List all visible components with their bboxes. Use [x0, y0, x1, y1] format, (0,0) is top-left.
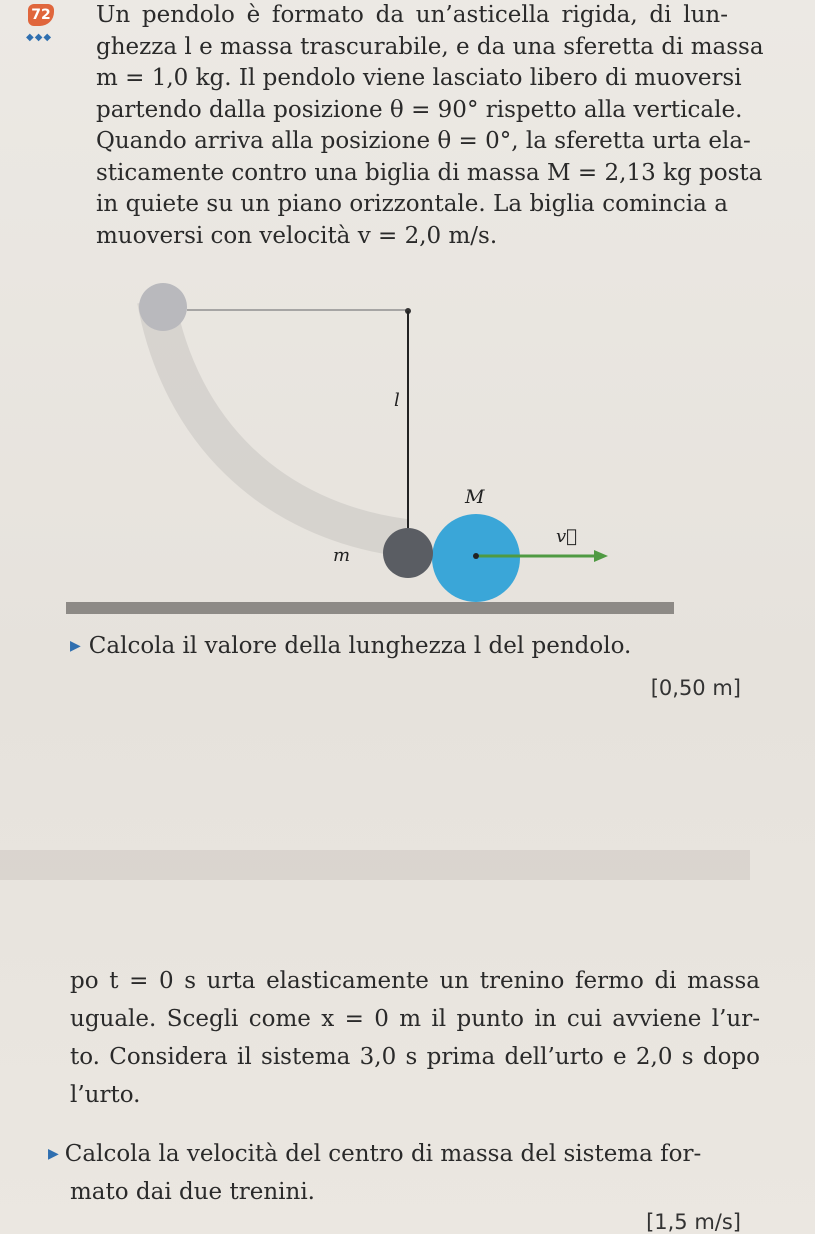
task-1 — [70, 630, 631, 662]
swing-arc — [156, 300, 405, 538]
velocity-label: v⃗ — [556, 526, 577, 547]
problem-text — [96, 0, 764, 252]
difficulty-diamonds-icon: ◆◆◆ — [26, 32, 53, 43]
problem-number-badge: 72 — [28, 4, 54, 26]
problem-line: in quiete su un piano orizzontale. La biglia comincia a — [96, 191, 728, 217]
problem-2-line: po t = 0 s urta elasticamente un trenino fermo di massa — [70, 968, 760, 994]
problem-2-line: to. Considera il sistema 3,0 s prima dell’urto e 2,0 s dopo — [70, 1044, 760, 1070]
task-2-text-line2: mato dai due trenini. — [70, 1179, 315, 1205]
pendulum-diagram — [60, 280, 680, 620]
bullet-triangle-icon: ▶ — [48, 1146, 59, 1162]
problem-line: partendo dalla posizione θ = 90° rispetto alla verticale. — [96, 96, 743, 123]
task-2 — [48, 1135, 768, 1211]
problem-line: sticamente contro una biglia di massa M = 2,13 kg posta — [96, 159, 763, 186]
problem-2-text — [70, 962, 760, 1114]
problem-line: muoversi con velocità v = 2,0 m/s. — [96, 222, 498, 249]
shadow-band — [0, 850, 750, 880]
task-2-text-line1: Calcola la velocità del centro di massa del sistema for- — [64, 1141, 702, 1167]
velocity-arrowhead — [594, 550, 608, 562]
small-ball — [383, 528, 433, 578]
problem-line: m = 1,0 kg. Il pendolo viene lasciato libero di muoversi — [96, 65, 742, 91]
ground-plane — [66, 602, 674, 614]
problem-line: Un pendolo è formato da un’asticella rigida, di lun- — [96, 2, 728, 28]
mass-M-label: M — [465, 486, 485, 508]
length-label: l — [394, 390, 400, 411]
problem-line: ghezza l e massa trascurabile, e da una sferetta di massa — [96, 33, 764, 60]
problem-2-line: uguale. Scegli come x = 0 m il punto in cui avviene l’ur- — [70, 1006, 760, 1032]
task-1-text: Calcola il valore della lunghezza l del pendolo. — [88, 633, 632, 659]
big-ball-center — [473, 553, 479, 559]
ghost-ball-start — [139, 283, 187, 331]
task-2-answer: [1,5 m/s] — [646, 1210, 741, 1234]
bullet-triangle-icon: ▶ — [70, 638, 81, 654]
task-1-answer: [0,50 m] — [650, 676, 741, 700]
mass-m-label: m — [333, 545, 351, 566]
problem-2-line: l’urto. — [70, 1082, 141, 1108]
problem-line: Quando arriva alla posizione θ = 0°, la sferetta urta ela- — [96, 128, 751, 154]
